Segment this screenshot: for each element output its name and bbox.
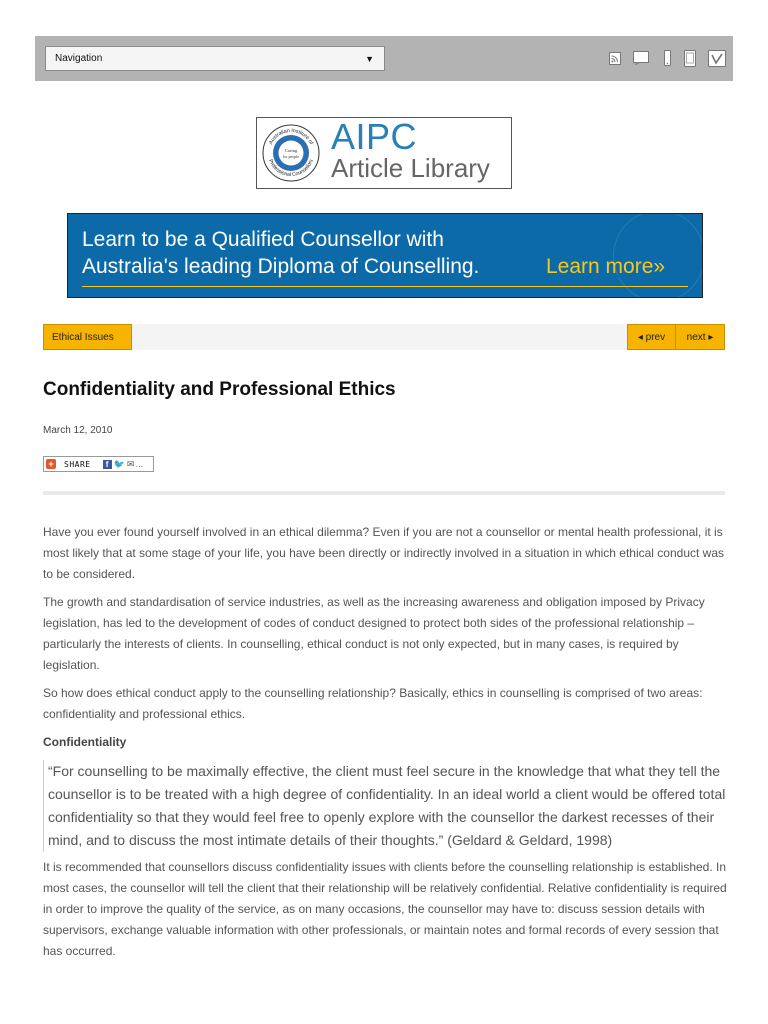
top-bar	[35, 36, 733, 81]
category-button[interactable]: Ethical Issues	[43, 324, 132, 350]
logo-title: AIPC	[331, 116, 418, 157]
article-title: Confidentiality and Professional Ethics	[43, 379, 396, 400]
seal-text-bottom: Professional Counsellors	[267, 158, 315, 179]
article-date: March 12, 2010	[43, 425, 113, 436]
share-label: SHARE	[64, 459, 91, 469]
mobile-icon[interactable]	[662, 49, 672, 67]
banner-underline	[82, 286, 688, 287]
learn-more-link[interactable]: Learn more»	[546, 255, 666, 278]
facebook-icon[interactable]: f	[103, 460, 112, 469]
chevron-down-icon: ▼	[365, 54, 374, 64]
navigation-select[interactable]	[45, 46, 385, 71]
section-heading: Confidentiality	[43, 735, 127, 749]
navigation-select-label: Navigation	[55, 53, 103, 64]
seal-text-top: Australian Institute of	[268, 127, 314, 146]
rss-icon[interactable]	[608, 49, 622, 67]
paragraph-4: It is recommended that counsellors discuss confidentiality issues with clients before the counselling relationship is established. In most cases, the counsellor will tell the client that their relationship will be relatively confidential. Relative confidentiality is required in order to improve the quality of the service, as on many occasions, the counsellor may have to: discuss session details with supervisors, exchange valuable information with other professionals, or maintain notes and formal records of every session that has occurred.	[43, 860, 727, 958]
aipc-logo[interactable]	[256, 117, 512, 189]
more-icon[interactable]: …	[135, 459, 144, 469]
article-body	[43, 522, 727, 969]
seal-text-caring: Caring	[284, 148, 298, 153]
vimeo-icon[interactable]	[707, 49, 727, 67]
paragraph-1: Have you ever found yourself involved in an ethical dilemma? Even if you are not a counsellor or mental health professional, it is most likely that at some stage of your life, you have been directly or indirectly involved in a situation in which ethical conduct was to be considered.	[43, 525, 725, 581]
divider	[43, 491, 725, 495]
prev-button[interactable]: ◂ prev	[627, 324, 676, 350]
diploma-banner[interactable]	[67, 213, 703, 298]
plus-icon: +	[46, 459, 56, 469]
next-button[interactable]: next ▸	[676, 324, 725, 350]
share-button[interactable]	[43, 456, 154, 472]
twitter-share-icon[interactable]: 🐦	[113, 458, 125, 469]
logo-subtitle: Article Library	[331, 153, 490, 183]
quote: “For counselling to be maximally effective, the client must feel secure in the knowledge that what they tell the counsellor is to be treated with a high degree of confidentiality. In an ideal world a client would be offered total confidentiality so that they would feel free to openly explore with the counsellor the darkest recesses of their mind, and to discuss the most intimate details of their thoughts.” (Geldard & Geldard, 1998)	[43, 760, 727, 852]
twitter-icon[interactable]	[632, 49, 650, 67]
banner-line-2: Australia's leading Diploma of Counselling.	[82, 255, 480, 278]
paragraph-3: So how does ethical conduct apply to the counselling relationship? Basically, ethics in counselling is comprised of two areas: confidentiality and professional ethics.	[43, 686, 703, 721]
email-icon[interactable]: ✉	[126, 458, 135, 469]
tablet-icon[interactable]	[683, 49, 697, 67]
paragraph-2: The growth and standardisation of service industries, as well as the increasing awareness and obligation imposed by Privacy legislation, has led to the development of codes of conduct designed to protect both sides of the professional relationship – particularly the interests of clients. In counselling, ethical conduct is not only expected, but in many cases, is required by legislation.	[43, 595, 705, 672]
banner-line-1: Learn to be a Qualified Counsellor with	[82, 228, 444, 251]
category-bar	[43, 324, 725, 350]
seal-text-for-people: for people	[282, 154, 300, 159]
aipc-seal-icon	[261, 123, 321, 183]
